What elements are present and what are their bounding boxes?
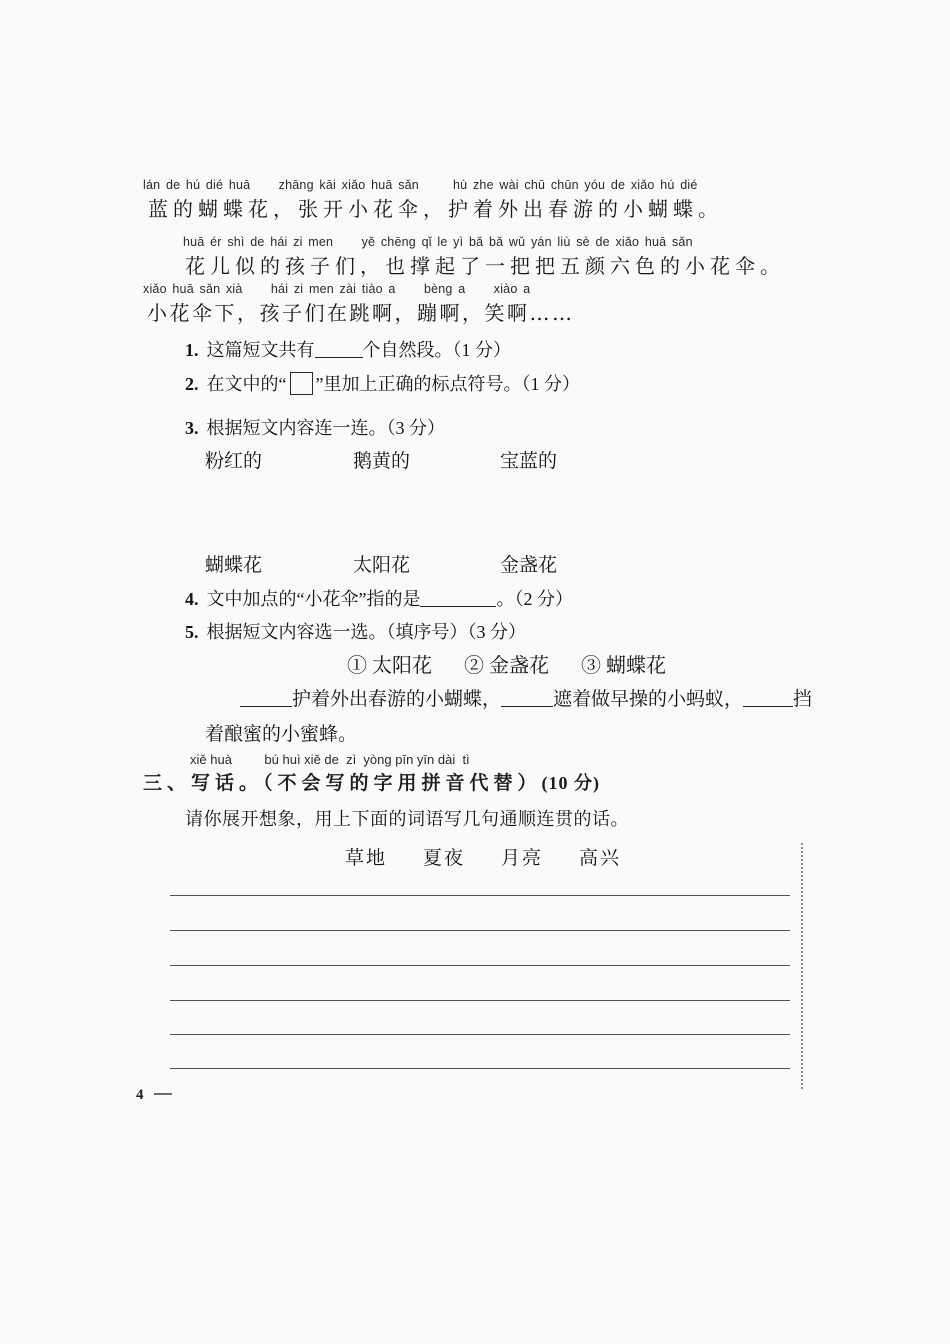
writing-line	[170, 1034, 790, 1035]
page-number-value: 4	[136, 1087, 144, 1103]
question-4-post: 。（2 分）	[496, 589, 573, 609]
answer-blank	[501, 692, 553, 707]
question-2-pre: 在文中的“	[206, 374, 287, 394]
word-xiaye: 夏夜	[423, 848, 466, 869]
section3-heading: 三、写话。（不会写的字用拼音代替）	[143, 773, 542, 794]
fill-segment-2: 遮着做早操的小蚂蚁，	[553, 689, 744, 710]
match-flower-3: 金盏花	[500, 555, 558, 576]
word-bank	[345, 843, 657, 870]
question-4	[185, 585, 573, 611]
answer-blank	[743, 692, 793, 707]
fill-segment-3: 挡	[793, 689, 813, 710]
section3-instruction: 请你展开想象，用上下面的词语写几句通顺连贯的话。	[185, 809, 629, 829]
match-color-1: 粉红的	[205, 451, 263, 472]
question-1-pre: 这篇短文共有	[206, 340, 315, 360]
question-2	[185, 370, 580, 396]
pinyin-line-2: huā ér shì de hái zi men yě chēng qǐ le yì bǎ bǎ wǔ yán liù sè de xiǎo huā sǎn	[183, 235, 693, 249]
page-number	[136, 1087, 172, 1104]
question-1-number: 1.	[185, 340, 199, 360]
word-caodi: 草地	[345, 848, 388, 869]
question-4-pre: 文中加点的“小花伞”指的是	[206, 589, 421, 609]
question-5-number: 5.	[185, 622, 199, 642]
question-1-post: 个自然段。（1 分）	[362, 340, 511, 360]
question-3-number: 3.	[185, 418, 199, 438]
writing-line	[170, 1000, 790, 1001]
question-4-number: 4.	[185, 589, 199, 609]
section3-heading-row	[143, 768, 600, 795]
punctuation-box	[290, 372, 313, 395]
question-1	[185, 336, 511, 362]
match-flower-2: 太阳花	[353, 555, 411, 576]
question-5-fill-line	[240, 684, 812, 711]
question-3-text: 根据短文内容连一连。（3 分）	[206, 418, 445, 438]
fill-segment-1: 护着外出春游的小蝴蝶，	[292, 689, 502, 710]
answer-blank	[420, 592, 496, 607]
hanzi-line-3: 小花伞下，孩子们在跳啊，蹦啊，笑啊……	[147, 301, 575, 325]
writing-line	[170, 965, 790, 966]
pinyin-line-1: lán de hú dié huā zhāng kāi xiǎo huā sǎn hù zhe wài chū chūn yóu de xiǎo hú dié	[143, 178, 698, 192]
answer-blank	[240, 692, 292, 707]
question-5-text: 根据短文内容选一选。（填序号）（3 分）	[206, 622, 526, 642]
page-number-dash	[154, 1093, 172, 1095]
word-gaoxing: 高兴	[579, 848, 622, 869]
perforation-dotted-line	[801, 843, 803, 1089]
question-2-number: 2.	[185, 374, 199, 394]
question-5-options	[347, 649, 698, 678]
match-color-2: 鹅黄的	[353, 451, 411, 472]
match-flower-1: 蝴蝶花	[205, 555, 263, 576]
writing-line	[170, 1068, 790, 1069]
answer-blank	[315, 343, 363, 358]
hanzi-line-1: 蓝的蝴蝶花，张开小花伞，护着外出春游的小蝴蝶。	[148, 197, 723, 221]
hanzi-line-2: 花儿似的孩子们，也撑起了一把把五颜六色的小花伞。	[185, 254, 785, 278]
question-5-fill-continuation: 着酿蜜的小蜜蜂。	[205, 724, 358, 745]
question-2-post: ”里加上正确的标点符号。（1 分）	[315, 374, 580, 394]
writing-line	[170, 930, 790, 931]
writing-line	[170, 895, 790, 896]
question-5	[185, 618, 526, 644]
option-2: ② 金盏花	[464, 655, 549, 677]
option-1: ① 太阳花	[347, 655, 432, 677]
match-color-3: 宝蓝的	[500, 451, 558, 472]
section3-score: (10 分)	[541, 773, 601, 793]
section3-pinyin: xiě huà bú huì xiě de zì yòng pīn yīn dài tì	[190, 752, 470, 767]
option-3: ③ 蝴蝶花	[581, 655, 666, 677]
word-yueliang: 月亮	[501, 848, 544, 869]
pinyin-line-3: xiǎo huā sǎn xià hái zi men zài tiào a bèng a xiào a	[143, 282, 531, 296]
question-3	[185, 414, 445, 440]
